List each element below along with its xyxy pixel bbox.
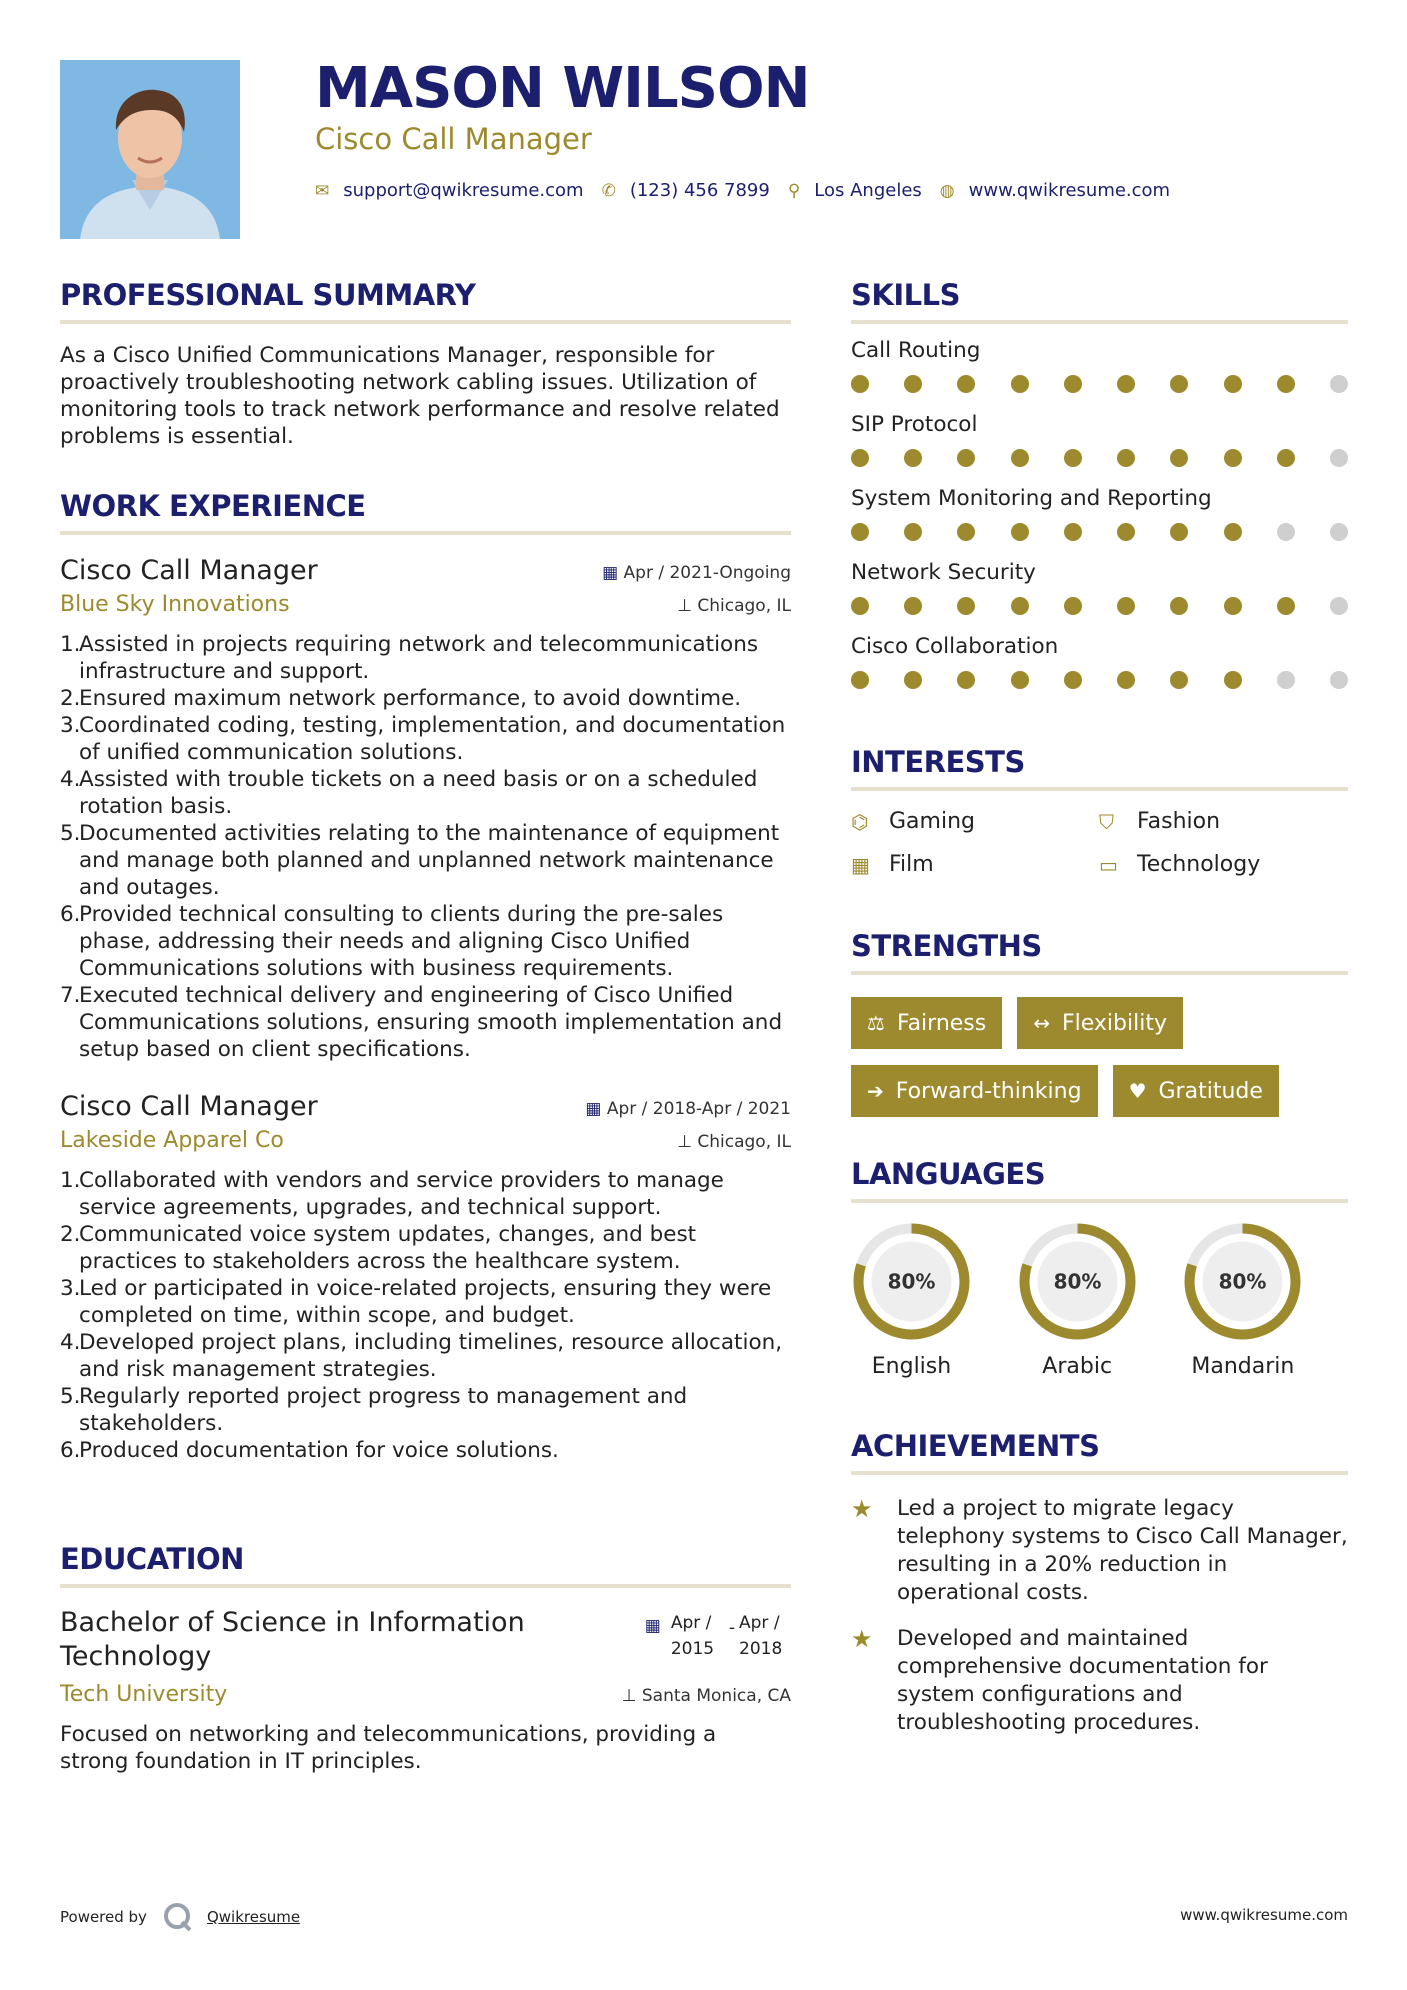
language-item [1017,1221,1183,1379]
rating-dot-filled [851,449,869,467]
rating-dot-filled [957,597,975,615]
job-dates: Apr / 2021-Ongoing [623,563,791,583]
list-item: 2. Ensured maximum network performance, to avoid downtime. [60,686,742,711]
footer-url[interactable]: www.qwikresume.com [1180,1906,1348,1924]
strengths-heading: STRENGTHS [851,929,1348,975]
rating-dot-filled [1011,597,1029,615]
rating-dot-filled [1064,449,1082,467]
rating-dot-filled [1170,375,1188,393]
experience-section [60,489,791,1464]
school-location: Santa Monica, CA [641,1686,791,1706]
website-text: www.qwikresume.com [968,180,1171,201]
achievements-section [851,1429,1348,1737]
interest-item: ⌬ Gaming [851,809,975,834]
strengths-section [851,929,1348,1117]
rating-dot-filled [904,523,922,541]
languages-list [851,1221,1348,1379]
education-section: EDUCATION Bachelor of Science in Information Technology ▦ Apr / 2015 - Apr / 2018 Tech University ⊥ Santa Monica, CA Focused on networking and telecommunications, providing a strong foundation in IT principles. [60,1542,791,1774]
rating-dot-filled [1224,375,1242,393]
rating-dot-filled [904,449,922,467]
pin-icon: ⊥ [677,596,692,616]
list-item: 3. Coordinated coding, testing, implementation, and documentation of unified communication solutions. [60,713,786,765]
rating-dot-filled [957,671,975,689]
skill-item [851,486,1348,541]
star-icon: ★ [851,1625,873,1653]
rating-dot-filled [851,671,869,689]
degree-title: Bachelor of Science in Information Technology [60,1607,525,1672]
double-arrow-icon: ↔ [1033,1011,1050,1035]
language-ring [1017,1221,1138,1342]
ring-label: 80% [1218,1269,1267,1294]
skill-name: SIP Protocol [851,412,978,437]
achievement-item: ★ Led a project to migrate legacy telephony systems to Cisco Call Manager, resulting in a 20% reduction in operational costs. [851,1495,1348,1605]
achievement-item: ★ Developed and maintained comprehensive documentation for system configurations and troubleshooting procedures. [851,1625,1268,1735]
list-item: 7. Executed technical delivery and engineering of Cisco Unified Communications solutions, ensuring smooth implementation and setup based on client specifications. [60,983,783,1062]
language-ring [851,1221,972,1342]
rating-dot-filled [1277,449,1295,467]
laptop-icon: ▭ [1099,852,1118,877]
strength-tag: ♥ Gratitude [1113,1065,1279,1117]
interest-item: ▭ Technology [1099,852,1261,877]
education-heading: EDUCATION [60,1542,791,1588]
rating-dot-filled [1117,375,1135,393]
powered-by-text: Powered by [60,1908,147,1926]
languages-heading: LANGUAGES [851,1157,1348,1203]
list-item: 4. Assisted with trouble tickets on a need basis or on a scheduled rotation basis. [60,767,758,819]
interest-item: ▦ Film [851,852,934,877]
rating-dot-empty [1330,449,1348,467]
achievements-heading: ACHIEVEMENTS [851,1429,1348,1475]
rating-dot-filled [851,597,869,615]
rating-dot-filled [1064,671,1082,689]
rating-dot-filled [1170,597,1188,615]
rating-dot-filled [1117,671,1135,689]
rating-dot-filled [1011,671,1029,689]
rating-dot-filled [1224,671,1242,689]
rating-dot-empty [1277,523,1295,541]
duties-list [60,1167,791,1464]
rating-dot-filled [1170,671,1188,689]
strength-tag: ➔ Forward-thinking [851,1065,1098,1117]
education-description: Focused on networking and telecommunications, providing a strong foundation in IT principles. [60,1722,717,1774]
map-pin-icon: ⚲ [787,180,801,201]
rating-dot-filled [1011,523,1029,541]
skill-name: Cisco Collaboration [851,634,1059,659]
candidate-name: MASON WILSON [315,56,810,121]
rating-dot-filled [1117,523,1135,541]
candidate-title: Cisco Call Manager [315,122,592,156]
list-item: 4. Developed project plans, including timelines, resource allocation, and risk management strategies. [60,1330,783,1382]
list-item: 5. Documented activities relating to the maintenance of equipment and manage both planned and unplanned network maintenance and outages. [60,821,780,900]
education-end: Apr / 2018 [739,1613,783,1659]
rating-dot-empty [1277,671,1295,689]
skill-name: Call Routing [851,338,981,363]
skills-list [851,338,1348,689]
interests-heading: INTERESTS [851,745,1348,791]
skill-item [851,412,1348,467]
rating-dot-filled [1011,375,1029,393]
qwikresume-link[interactable]: Qwikresume [206,1908,301,1926]
skill-rating [851,597,1348,615]
language-item [1182,1221,1348,1379]
rating-dot-filled [1224,523,1242,541]
calendar-icon: ▦ [644,1616,661,1636]
rating-dot-filled [904,597,922,615]
list-item: 1. Collaborated with vendors and service providers to manage service agreements, upgrades, and technical support. [60,1168,724,1220]
list-item: 1. Assisted in projects requiring network and telecommunications infrastructure and support. [60,632,759,684]
skill-rating [851,523,1348,541]
calendar-icon: ▦ [602,563,619,583]
rating-dot-empty [1330,523,1348,541]
job-location: Chicago, IL [697,596,791,616]
interests-section [851,745,1348,877]
calendar-icon: ▦ [585,1099,602,1119]
skill-item [851,634,1348,689]
languages-section [851,1157,1348,1379]
rating-dot-filled [851,523,869,541]
rating-dot-filled [1011,449,1029,467]
rating-dot-filled [904,671,922,689]
school-name: Tech University [60,1682,228,1707]
star-icon: ★ [851,1495,873,1523]
rating-dot-filled [1277,597,1295,615]
company-name: Blue Sky Innovations [60,592,290,617]
interest-item: ⛉ Fashion [1099,809,1221,834]
rating-dot-filled [957,449,975,467]
list-item: 5. Regularly reported project progress to management and stakeholders. [60,1384,688,1436]
language-ring [1182,1221,1303,1342]
contact-email[interactable] [315,180,584,201]
phone-icon: ✆ [601,180,616,201]
job-entry [60,1091,791,1464]
balance-scale-icon: ⚖ [867,1011,885,1035]
list-item: 2. Communicated voice system updates, changes, and best practices to stakeholders across the healthcare system. [60,1222,697,1274]
rating-dot-empty [1330,597,1348,615]
rating-dot-filled [1064,523,1082,541]
heart-icon: ♥ [1128,1079,1147,1103]
job-location: Chicago, IL [697,1132,791,1152]
job-title: Cisco Call Manager [60,555,318,586]
skills-heading: SKILLS [851,278,1348,324]
language-name: Arabic [1042,1354,1113,1379]
job-entry [60,555,791,1063]
strength-tag: ↔ Flexibility [1017,997,1183,1049]
profile-photo [60,60,240,239]
language-item [851,1221,1017,1379]
pin-icon: ⊥ [621,1686,637,1706]
rating-dot-filled [1170,523,1188,541]
globe-icon: ◍ [939,180,955,201]
skill-rating [851,671,1348,689]
skill-rating [851,449,1348,467]
experience-heading: WORK EXPERIENCE [60,489,791,535]
ring-label: 80% [1053,1269,1102,1294]
rating-dot-filled [957,375,975,393]
phone-text: (123) 456 7899 [629,180,770,201]
rating-dot-filled [1224,449,1242,467]
contact-bar [315,180,1188,201]
strength-tag: ⚖ Fairness [851,997,1002,1049]
email-text: support@qwikresume.com [343,180,584,201]
rating-dot-empty [1330,375,1348,393]
list-item: 6. Produced documentation for voice solutions. [60,1438,559,1463]
arrow-right-icon: ➔ [867,1079,884,1103]
summary-heading: PROFESSIONAL SUMMARY [60,278,791,324]
skill-name: Network Security [851,560,1036,585]
skill-item [851,338,1348,393]
contact-location [788,180,922,201]
language-name: English [871,1354,952,1379]
ring-label: 80% [887,1269,936,1294]
shopping-bag-icon: ⛉ [1099,809,1114,834]
language-name: Mandarin [1191,1354,1295,1379]
envelope-icon: ✉ [315,180,330,201]
rating-dot-filled [1064,597,1082,615]
footer-powered [60,1900,300,1934]
summary-text: As a Cisco Unified Communications Manager, responsible for proactively troubleshooting network cabling issues. Utilization of monitoring tools to track network performance and resolve related problems is essential. [60,343,780,449]
summary-section [60,278,791,450]
job-dates: Apr / 2018-Apr / 2021 [606,1099,791,1119]
rating-dot-filled [1170,449,1188,467]
rating-dot-filled [1064,375,1082,393]
rating-dot-filled [904,375,922,393]
location-text: Los Angeles [814,180,922,201]
skill-rating [851,375,1348,393]
pin-icon: ⊥ [677,1132,692,1152]
skill-item [851,560,1348,615]
gamepad-icon: ⌬ [851,809,869,834]
rating-dot-filled [1117,449,1135,467]
rating-dot-empty [1330,671,1348,689]
interests-grid [851,809,1348,877]
job-title: Cisco Call Manager [60,1091,318,1122]
rating-dot-filled [1224,597,1242,615]
qwikresume-logo-icon [161,1900,195,1934]
strengths-tags [851,997,1348,1117]
rating-dot-filled [1277,375,1295,393]
film-icon: ▦ [851,852,870,877]
list-item: 3. Led or participated in voice-related projects, ensuring they were completed on time, within scope, and budget. [60,1276,772,1328]
skill-name: System Monitoring and Reporting [851,486,1212,511]
skills-section [851,278,1348,708]
rating-dot-filled [1117,597,1135,615]
contact-website[interactable] [940,180,1170,201]
duties-list [60,631,791,1063]
rating-dot-filled [957,523,975,541]
company-name: Lakeside Apparel Co [60,1128,284,1153]
education-start: Apr / 2015 [670,1613,715,1659]
rating-dot-filled [851,375,869,393]
list-item: 6. Provided technical consulting to clients during the pre-sales phase, addressing their needs and aligning Cisco Unified Communications solutions with business requirements. [60,902,724,981]
contact-phone[interactable] [602,180,770,201]
